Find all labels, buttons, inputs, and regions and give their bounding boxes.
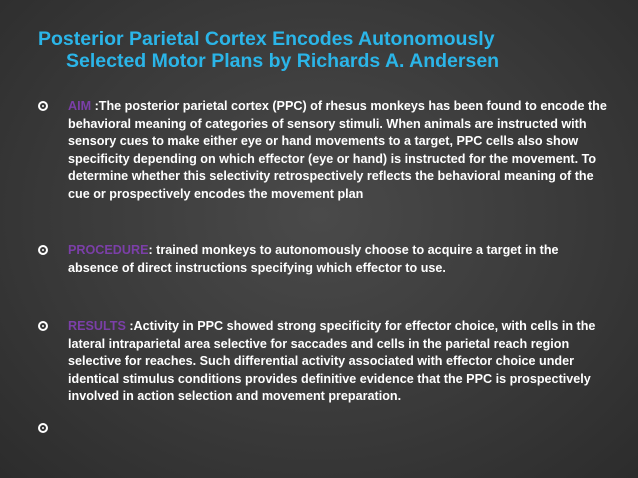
bullet-results-label: RESULTS <box>68 319 126 333</box>
bullet-aim <box>38 98 610 204</box>
slide-title-line-1: Posterior Parietal Cortex Encodes Autonomously <box>38 28 495 50</box>
circle-bullet-icon <box>38 321 48 331</box>
circle-bullet-icon <box>38 423 48 433</box>
bullet-aim-body: :The posterior parietal cortex (PPC) of rhesus monkeys has been found to encode the behavioral meaning of categories of sensory stimuli. When animals are instructed with sensory cues to make either eye or hand movements to a target, PPC cells also show specificity depending on which effector (eye or hand) is instructed for the movement. To determine whether this selectivity retrospectively reflects the behavioral meaning of the cue or prospectively encodes the movement plan <box>68 99 607 201</box>
bullet-aim-text <box>68 98 610 204</box>
bullet-aim-label: AIM <box>68 99 92 113</box>
slide-title-line-2: Selected Motor Plans by Richards A. Andersen <box>66 50 500 72</box>
bullet-results <box>38 318 610 406</box>
circle-bullet-icon <box>38 101 48 111</box>
bullet-procedure-body: : trained monkeys to autonomously choose to acquire a target in the absence of direct instructions specifying which effector to use. <box>68 243 559 275</box>
bullet-results-body: :Activity in PPC showed strong specificity for effector choice, with cells in the lateral intraparietal area selective for saccades and cells in the parietal reach region selective for reaches. Such differential activity associated with effector choice under identical stimulus conditions provides definitive evidence that the PPC is prospectively involved in action selection and movement preparation. <box>68 319 596 404</box>
bullet-results-text <box>68 318 610 406</box>
bullet-procedure <box>38 242 610 277</box>
bullet-procedure-label: PROCEDURE <box>68 243 149 257</box>
bullet-procedure-text <box>68 242 610 277</box>
circle-bullet-icon <box>38 245 48 255</box>
slide-title <box>38 28 628 72</box>
